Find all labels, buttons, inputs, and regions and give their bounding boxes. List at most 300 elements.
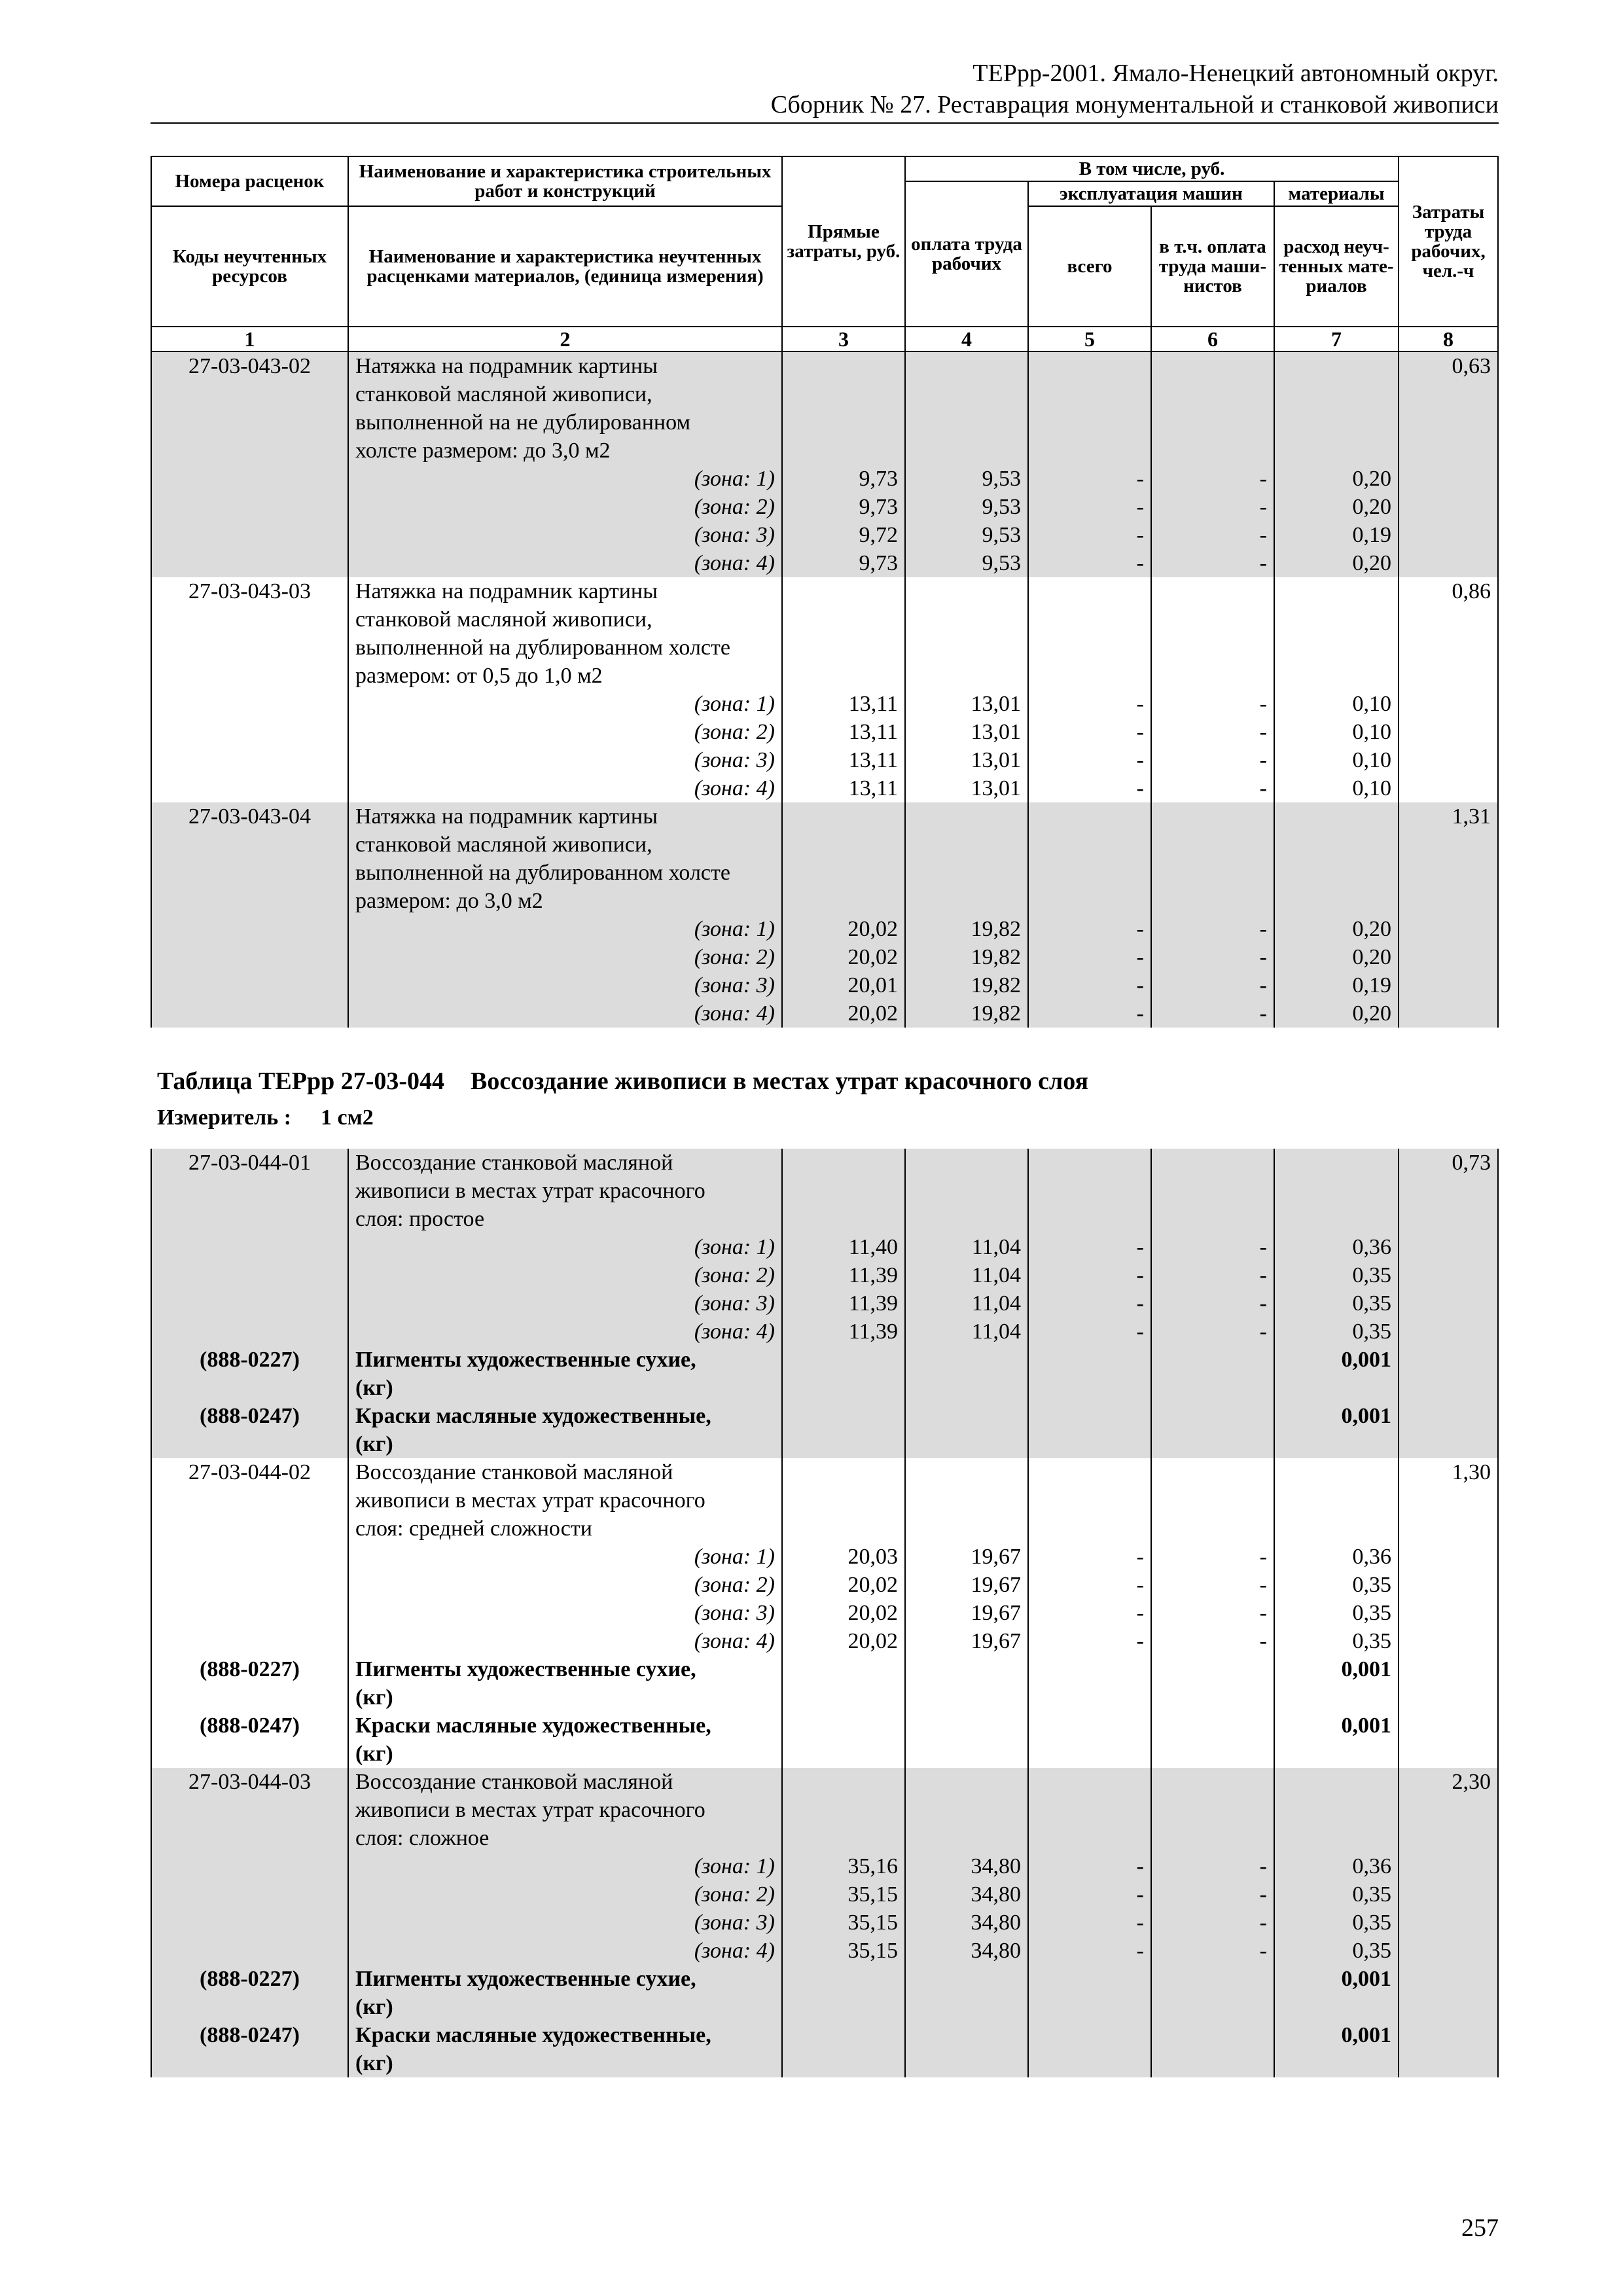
zone-row: [151, 1937, 1498, 1965]
rate-group: [151, 351, 1498, 577]
value-cell: [1028, 1205, 1151, 1233]
value-cell: [1274, 1374, 1399, 1402]
materials-cost: 0,35: [1274, 1289, 1399, 1318]
value-cell: [905, 1796, 1028, 1824]
rate-code: 27-03-044-03: [151, 1768, 348, 1796]
rate-code-cell: [151, 1177, 348, 1205]
machine-total: -: [1028, 1233, 1151, 1261]
value-cell: [905, 577, 1028, 605]
value-cell: [1151, 1740, 1274, 1768]
machinist-pay: -: [1151, 1937, 1274, 1965]
labor-cost: 0,63: [1399, 351, 1498, 380]
machinist-pay: -: [1151, 1627, 1274, 1655]
value-cell: [905, 351, 1028, 380]
direct-cost: 35,16: [782, 1852, 905, 1880]
rate-name-row: [151, 605, 1498, 634]
machine-total: -: [1028, 774, 1151, 802]
rate-name-row: [151, 634, 1498, 662]
labor-cost-cell: [1399, 690, 1498, 718]
zone-row: [151, 1233, 1498, 1261]
page-number: 257: [1461, 2214, 1499, 2242]
value-cell: [782, 1346, 905, 1374]
value-cell: [1274, 408, 1399, 437]
value-cell: [1028, 887, 1151, 915]
value-cell: [1151, 1486, 1274, 1515]
value-cell: [1274, 351, 1399, 380]
rate-code: 27-03-043-02: [151, 351, 348, 380]
value-cell: [905, 831, 1028, 859]
rate-name-row: [151, 1458, 1498, 1486]
table-2-title-label: Таблица ТЕРрр 27-03-044: [157, 1067, 445, 1095]
materials-cost: 0,35: [1274, 1599, 1399, 1627]
value-cell: [1274, 1430, 1399, 1458]
labor-cost-cell: [1399, 1880, 1498, 1909]
rate-code-cell: [151, 465, 348, 493]
direct-cost: 13,11: [782, 774, 905, 802]
zone-row: [151, 1599, 1498, 1627]
labor-cost-cell: [1399, 662, 1498, 690]
rate-name-row: [151, 577, 1498, 605]
labor-cost-cell: [1399, 1515, 1498, 1543]
th-rate-numbers: Номера расценок: [151, 156, 348, 206]
labor-pay: 19,82: [905, 915, 1028, 943]
materials-cost: 0,35: [1274, 1880, 1399, 1909]
value-cell: [1274, 1796, 1399, 1824]
th-direct-costs: Прямые затраты, руб.: [782, 156, 905, 327]
value-cell: [782, 1205, 905, 1233]
material-code-cell: [151, 2049, 348, 2077]
zone-row: [151, 774, 1498, 802]
machine-total: -: [1028, 1627, 1151, 1655]
value-cell: [1151, 1177, 1274, 1205]
labor-pay: 11,04: [905, 1233, 1028, 1261]
value-cell: [905, 380, 1028, 408]
machine-total: -: [1028, 1937, 1151, 1965]
material-name-line: Краски масляные художественные,: [348, 2021, 782, 2049]
rate-code-cell: [151, 774, 348, 802]
value-cell: [1151, 1205, 1274, 1233]
materials-cost: 0,35: [1274, 1909, 1399, 1937]
rate-name-line: живописи в местах утрат красочного: [348, 1486, 782, 1515]
zone-row: [151, 1880, 1498, 1909]
labor-cost-cell: [1399, 380, 1498, 408]
labor-pay: 13,01: [905, 690, 1028, 718]
value-cell: [905, 859, 1028, 887]
value-cell: [1151, 1993, 1274, 2021]
labor-cost-cell: [1399, 1374, 1498, 1402]
value-cell: [1151, 351, 1274, 380]
zone-label: (зона: 1): [348, 1852, 782, 1880]
machine-total: -: [1028, 1543, 1151, 1571]
value-cell: [1274, 1740, 1399, 1768]
machinist-pay: -: [1151, 465, 1274, 493]
material-name-line: (кг): [348, 2049, 782, 2077]
machinist-pay: -: [1151, 1318, 1274, 1346]
th-column-number: 2: [348, 327, 782, 351]
value-cell: [782, 1655, 905, 1683]
machine-total: -: [1028, 521, 1151, 549]
value-cell: [782, 1486, 905, 1515]
value-cell: [1274, 577, 1399, 605]
value-cell: [905, 1458, 1028, 1486]
material-code-cell: [151, 1993, 348, 2021]
rate-code-cell: [151, 887, 348, 915]
value-cell: [1028, 1655, 1151, 1683]
material-code-cell: [151, 1683, 348, 1712]
machine-total: -: [1028, 915, 1151, 943]
value-cell: [782, 1768, 905, 1796]
material-row: [151, 1712, 1498, 1740]
rate-name-line: Натяжка на подрамник картины: [348, 351, 782, 380]
rate-name-line: станковой масляной живописи,: [348, 831, 782, 859]
rate-name-line: слоя: простое: [348, 1205, 782, 1233]
machine-total: -: [1028, 690, 1151, 718]
rate-code: 27-03-043-03: [151, 577, 348, 605]
value-cell: [1028, 2049, 1151, 2077]
labor-pay: 11,04: [905, 1318, 1028, 1346]
direct-cost: 13,11: [782, 690, 905, 718]
direct-cost: 35,15: [782, 1937, 905, 1965]
value-cell: [1028, 859, 1151, 887]
value-cell: [1151, 605, 1274, 634]
labor-pay: 9,53: [905, 549, 1028, 577]
labor-cost-cell: [1399, 1430, 1498, 1458]
th-labor-pay: оплата труда рабочих: [905, 181, 1028, 327]
value-cell: [1028, 408, 1151, 437]
value-cell: [782, 1149, 905, 1177]
rate-group: [151, 1149, 1498, 1458]
labor-cost-cell: [1399, 465, 1498, 493]
value-cell: [1151, 1712, 1274, 1740]
th-work-name: Наименование и характеристика строительных работ и конструкций: [348, 156, 782, 206]
material-code: (888-0247): [151, 1402, 348, 1430]
rate-name-line: размером: до 3,0 м2: [348, 887, 782, 915]
value-cell: [782, 1712, 905, 1740]
machinist-pay: -: [1151, 971, 1274, 999]
rate-code: 27-03-044-02: [151, 1458, 348, 1486]
rate-name-row: [151, 1824, 1498, 1852]
rate-code-cell: [151, 1909, 348, 1937]
rate-name-line: холсте размером: до 3,0 м2: [348, 437, 782, 465]
machine-total: -: [1028, 999, 1151, 1028]
material-row: [151, 1965, 1498, 1993]
material-code: (888-0227): [151, 1655, 348, 1683]
zone-label: (зона: 2): [348, 1261, 782, 1289]
value-cell: [1274, 1486, 1399, 1515]
machinist-pay: -: [1151, 1571, 1274, 1599]
header-rule: [151, 122, 1499, 124]
value-cell: [782, 605, 905, 634]
labor-pay: 34,80: [905, 1909, 1028, 1937]
value-cell: [782, 1515, 905, 1543]
material-code-cell: [151, 1430, 348, 1458]
value-cell: [905, 887, 1028, 915]
rate-name-line: Натяжка на подрамник картины: [348, 802, 782, 831]
value-cell: [1028, 1965, 1151, 1993]
value-cell: [1274, 859, 1399, 887]
material-quantity: 0,001: [1274, 1402, 1399, 1430]
machine-total: -: [1028, 465, 1151, 493]
rate-name-line: выполненной на дублированном холсте: [348, 859, 782, 887]
zone-label: (зона: 4): [348, 549, 782, 577]
zone-label: (зона: 4): [348, 999, 782, 1028]
labor-cost: 1,30: [1399, 1458, 1498, 1486]
zone-label: (зона: 2): [348, 943, 782, 971]
value-cell: [905, 1402, 1028, 1430]
labor-pay: 19,82: [905, 943, 1028, 971]
material-quantity: 0,001: [1274, 2021, 1399, 2049]
rate-name-row: [151, 1796, 1498, 1824]
materials-cost: 0,35: [1274, 1318, 1399, 1346]
rate-code-cell: [151, 971, 348, 999]
zone-row: [151, 746, 1498, 774]
material-row: [151, 1683, 1498, 1712]
labor-pay: 19,67: [905, 1543, 1028, 1571]
machinist-pay: -: [1151, 1880, 1274, 1909]
value-cell: [1151, 1458, 1274, 1486]
rate-code-cell: [151, 408, 348, 437]
zone-label: (зона: 4): [348, 774, 782, 802]
value-cell: [1028, 802, 1151, 831]
machine-total: -: [1028, 549, 1151, 577]
value-cell: [782, 2049, 905, 2077]
labor-pay: 13,01: [905, 718, 1028, 746]
value-cell: [1151, 1965, 1274, 1993]
machinist-pay: -: [1151, 1909, 1274, 1937]
value-cell: [1151, 1796, 1274, 1824]
th-column-number: 3: [782, 327, 905, 351]
rate-code-cell: [151, 1205, 348, 1233]
materials-cost: 0,10: [1274, 718, 1399, 746]
direct-cost: 9,73: [782, 493, 905, 521]
machine-total: -: [1028, 943, 1151, 971]
rate-group: [151, 1458, 1498, 1768]
value-cell: [1028, 2021, 1151, 2049]
material-name-line: (кг): [348, 1740, 782, 1768]
value-cell: [1274, 1683, 1399, 1712]
materials-cost: 0,36: [1274, 1233, 1399, 1261]
zone-row: [151, 1909, 1498, 1937]
machinist-pay: -: [1151, 1233, 1274, 1261]
labor-cost-cell: [1399, 1683, 1498, 1712]
machinist-pay: -: [1151, 943, 1274, 971]
materials-cost: 0,35: [1274, 1627, 1399, 1655]
zone-row: [151, 493, 1498, 521]
zone-label: (зона: 2): [348, 493, 782, 521]
rate-name-line: Воссоздание станковой масляной: [348, 1458, 782, 1486]
value-cell: [782, 577, 905, 605]
value-cell: [782, 1824, 905, 1852]
direct-cost: 11,39: [782, 1261, 905, 1289]
rate-name-line: станковой масляной живописи,: [348, 605, 782, 634]
rate-code-cell: [151, 1796, 348, 1824]
labor-pay: 13,01: [905, 746, 1028, 774]
materials-cost: 0,20: [1274, 915, 1399, 943]
value-cell: [905, 1515, 1028, 1543]
th-codes: Коды неучтенных ресурсов: [151, 206, 348, 327]
value-cell: [782, 662, 905, 690]
value-cell: [1028, 1149, 1151, 1177]
rate-code-cell: [151, 1261, 348, 1289]
labor-cost-cell: [1399, 1655, 1498, 1683]
value-cell: [1151, 1655, 1274, 1683]
value-cell: [1274, 605, 1399, 634]
zone-row: [151, 521, 1498, 549]
labor-cost-cell: [1399, 1233, 1498, 1261]
machinist-pay: -: [1151, 690, 1274, 718]
value-cell: [1274, 1515, 1399, 1543]
labor-cost-cell: [1399, 408, 1498, 437]
rate-name-row: [151, 662, 1498, 690]
value-cell: [1151, 1824, 1274, 1852]
rate-name-row: [151, 380, 1498, 408]
value-cell: [1274, 1768, 1399, 1796]
machinist-pay: -: [1151, 1289, 1274, 1318]
rate-code-cell: [151, 943, 348, 971]
labor-cost-cell: [1399, 887, 1498, 915]
value-cell: [1274, 437, 1399, 465]
zone-label: (зона: 3): [348, 746, 782, 774]
value-cell: [782, 1374, 905, 1402]
running-header-line-2: Сборник № 27. Реставрация монументальной и станковой живописи: [770, 91, 1499, 118]
value-cell: [1274, 1458, 1399, 1486]
value-cell: [905, 1712, 1028, 1740]
value-cell: [1028, 1458, 1151, 1486]
rate-code-cell: [151, 437, 348, 465]
direct-cost: 9,73: [782, 465, 905, 493]
value-cell: [1151, 859, 1274, 887]
value-cell: [1151, 831, 1274, 859]
labor-cost-cell: [1399, 1740, 1498, 1768]
value-cell: [782, 859, 905, 887]
direct-cost: 13,11: [782, 746, 905, 774]
material-name-line: Пигменты художественные сухие,: [348, 1346, 782, 1374]
table-2-title: [157, 1067, 1088, 1096]
value-cell: [1028, 1486, 1151, 1515]
zone-label: (зона: 2): [348, 718, 782, 746]
labor-pay: 34,80: [905, 1880, 1028, 1909]
rate-name-row: [151, 1149, 1498, 1177]
rate-code-cell: [151, 690, 348, 718]
value-cell: [1028, 577, 1151, 605]
value-cell: [905, 1683, 1028, 1712]
value-cell: [905, 1965, 1028, 1993]
value-cell: [1274, 662, 1399, 690]
rate-name-row: [151, 437, 1498, 465]
rate-name-row: [151, 887, 1498, 915]
rate-name-row: [151, 1177, 1498, 1205]
machine-total: -: [1028, 1852, 1151, 1880]
value-cell: [782, 1740, 905, 1768]
direct-cost: 20,03: [782, 1543, 905, 1571]
labor-pay: 9,53: [905, 493, 1028, 521]
running-header-line-1: ТЕРрр-2001. Ямало-Ненецкий автономный округ.: [972, 60, 1499, 87]
materials-cost: 0,35: [1274, 1571, 1399, 1599]
direct-cost: 9,73: [782, 549, 905, 577]
th-materials: материалы: [1274, 181, 1399, 206]
labor-cost-cell: [1399, 1571, 1498, 1599]
value-cell: [782, 1177, 905, 1205]
zone-label: (зона: 4): [348, 1937, 782, 1965]
materials-cost: 0,20: [1274, 465, 1399, 493]
labor-pay: 13,01: [905, 774, 1028, 802]
value-cell: [1028, 437, 1151, 465]
value-cell: [782, 831, 905, 859]
value-cell: [1274, 1824, 1399, 1852]
value-cell: [905, 2049, 1028, 2077]
labor-pay: 11,04: [905, 1261, 1028, 1289]
material-code-cell: [151, 1374, 348, 1402]
labor-cost-cell: [1399, 831, 1498, 859]
labor-cost-cell: [1399, 915, 1498, 943]
material-name-line: Краски масляные художественные,: [348, 1712, 782, 1740]
value-cell: [905, 1430, 1028, 1458]
material-name-line: (кг): [348, 1430, 782, 1458]
labor-cost-cell: [1399, 1318, 1498, 1346]
value-cell: [1274, 634, 1399, 662]
material-quantity: 0,001: [1274, 1965, 1399, 1993]
material-name-line: (кг): [348, 1374, 782, 1402]
labor-pay: 19,67: [905, 1599, 1028, 1627]
measure-value: 1 см2: [321, 1105, 374, 1130]
rates-table-044: [151, 1149, 1499, 2077]
labor-cost: 1,31: [1399, 802, 1498, 831]
machinist-pay: -: [1151, 1599, 1274, 1627]
value-cell: [905, 662, 1028, 690]
value-cell: [1274, 2049, 1399, 2077]
value-cell: [1151, 2021, 1274, 2049]
material-row: [151, 1993, 1498, 2021]
zone-label: (зона: 3): [348, 1909, 782, 1937]
rate-group: [151, 1768, 1498, 2077]
labor-cost-cell: [1399, 1796, 1498, 1824]
labor-cost-cell: [1399, 1852, 1498, 1880]
labor-pay: 19,82: [905, 971, 1028, 999]
th-column-number: 4: [905, 327, 1028, 351]
material-name-line: Пигменты художественные сухие,: [348, 1965, 782, 1993]
labor-cost: 0,73: [1399, 1149, 1498, 1177]
direct-cost: 20,02: [782, 943, 905, 971]
labor-pay: 9,53: [905, 465, 1028, 493]
materials-cost: 0,36: [1274, 1543, 1399, 1571]
value-cell: [1028, 1374, 1151, 1402]
rate-code-cell: [151, 634, 348, 662]
th-column-number: 5: [1028, 327, 1151, 351]
zone-row: [151, 718, 1498, 746]
value-cell: [1028, 1430, 1151, 1458]
value-cell: [905, 1177, 1028, 1205]
labor-cost-cell: [1399, 493, 1498, 521]
machinist-pay: -: [1151, 493, 1274, 521]
th-unaccounted-materials: расход неуч-тенных мате-риалов: [1274, 206, 1399, 327]
value-cell: [905, 1374, 1028, 1402]
zone-label: (зона: 3): [348, 1599, 782, 1627]
machinist-pay: -: [1151, 718, 1274, 746]
labor-cost-cell: [1399, 1627, 1498, 1655]
rate-code-cell: [151, 1937, 348, 1965]
labor-cost-cell: [1399, 999, 1498, 1028]
direct-cost: 20,02: [782, 1599, 905, 1627]
value-cell: [1028, 1177, 1151, 1205]
zone-label: (зона: 4): [348, 1627, 782, 1655]
material-code: (888-0247): [151, 1712, 348, 1740]
rates-table-043: [151, 156, 1499, 1028]
value-cell: [1028, 380, 1151, 408]
zone-label: (зона: 3): [348, 521, 782, 549]
material-row: [151, 1655, 1498, 1683]
rate-code-cell: [151, 1543, 348, 1571]
rate-code-cell: [151, 831, 348, 859]
